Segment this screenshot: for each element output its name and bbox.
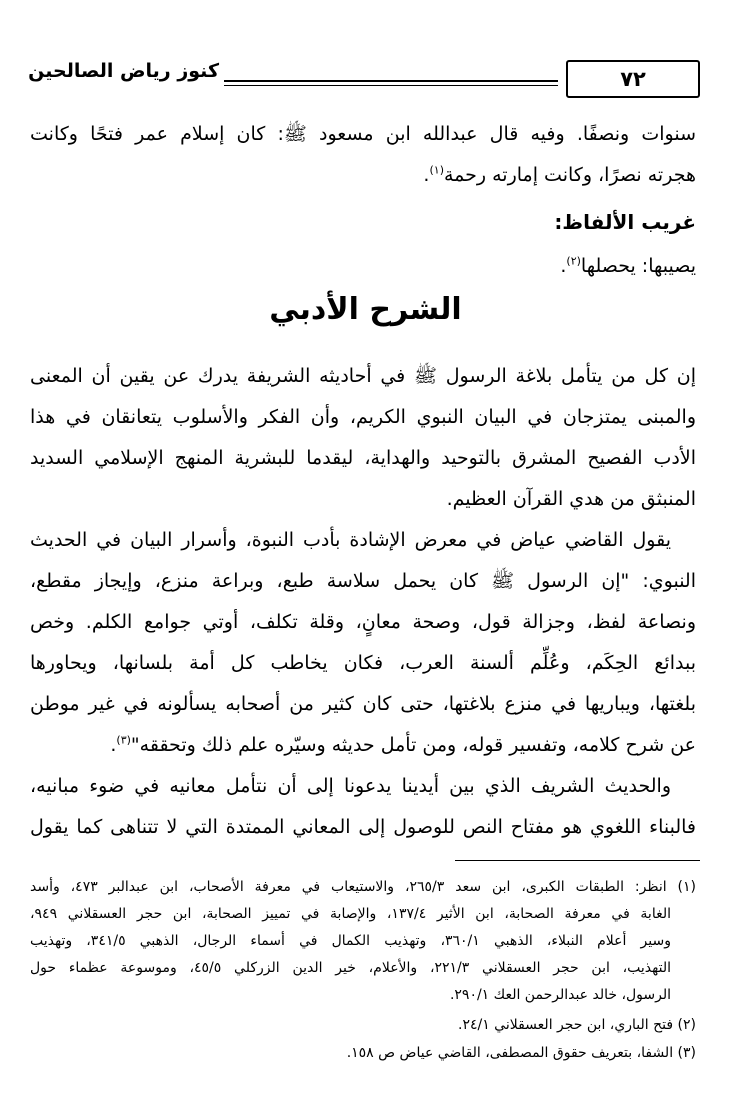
para2-line-3: ونصاعة لفظ، وجزالة قول، وصحة معانٍ، وقلة تكلف، أوتي جوامع الكلم. وخص	[30, 611, 696, 633]
para2-line-2: النبوي: "إن الرسول ﷺ كان يحمل سلاسة طبع، وبراعة منزع، وإيجاز مقطع،	[30, 570, 696, 592]
para2-line-5: بلغتها، ويباريها في منزع بلاغتها، حتى كان كثير من أصحابه يسألونه في غير موطن	[30, 693, 696, 715]
footnote-1-line-1: (١) انظر: الطبقات الكبرى، ابن سعد ٢٦٥/٣، والاستيعاب في معرفة الأصحاب، ابن عبدالبر ٤٧٣، وأسد	[30, 879, 696, 895]
footnote-ref-1[interactable]: (١)	[429, 163, 444, 177]
section-title: الشرح الأدبي	[269, 292, 462, 327]
para3-line-1: والحديث الشريف الذي بين أيدينا يدعونا إلى أن نتأمل معانيه في ضوء مبانيه،	[30, 775, 671, 797]
footnote-1-line-2: الغابة في معرفة الصحابة، ابن الأثير ١٣٧/٤، والإصابة في تمييز الصحابة، ابن حجر العسقلاني ٩٤٩،	[30, 906, 671, 922]
para1-line-3: الأدب الفصيح المشرق بالتوحيد والهداية، ليقدما للبشرية المنهج الإسلامي السديد	[30, 447, 696, 469]
para1-line-4: المنبثق من هدي القرآن العظيم.	[446, 488, 696, 510]
para3-line-2: فالبناء اللغوي هو مفتاح النص للوصول إلى المعاني الممتدة التي لا تتناهى كما يقول	[30, 816, 696, 838]
intro-line-2: هجرته نصرًا، وكانت إمارته رحمة$^{(١)}$.	[423, 163, 696, 186]
vocab-heading: غريب الألفاظ:	[554, 210, 696, 234]
footnote-1-line-3: وسير أعلام النبلاء، الذهبي ٣٦٠/١، وتهذيب الكمال في أسماء الرجال، الذهبي ٣٤١/٥، وتهذيب	[30, 933, 671, 949]
para2-line-4: ببدائع الحِكَم، وعُلِّم ألسنة العرب، فكان يخاطب كل أمة بلسانها، ويحاورها	[30, 652, 696, 674]
header-rule-thin	[224, 85, 558, 86]
footnote-separator	[455, 860, 700, 861]
footnote-3: (٣) الشفا، بتعريف حقوق المصطفى، القاضي عياض ص ١٥٨.	[346, 1045, 696, 1061]
para2-line-1: يقول القاضي عياض في معرض الإشادة بأدب النبوة، وأسرار البيان في الحديث	[30, 529, 671, 551]
book-title: كنوز رياض الصالحين	[28, 60, 219, 82]
page-number-box	[566, 60, 700, 98]
para2-line-6: عن شرح كلامه، وتفسير قوله، ومن تأمل حديثه وسيّره علم ذلك وتحققه"$^{(٣)}$.	[110, 733, 696, 756]
footnote-ref-2[interactable]: (٢)	[566, 254, 581, 268]
para1-line-1: إن كل من يتأمل بلاغة الرسول ﷺ في أحاديثه الشريفة يدرك عن يقين أن المعنى	[30, 365, 696, 387]
footnote-ref-3[interactable]: (٣)	[116, 733, 131, 747]
header-rule	[224, 80, 558, 82]
footnote-1-line-5: الرسول، خالد عبدالرحمن العك ٢٩٠/١.	[449, 987, 671, 1003]
para1-line-2: والمبنى يمتزجان في البيان النبوي الكريم، وأن الفكر والأسلوب يتعانقان في هذا	[30, 406, 696, 428]
footnote-1-line-4: التهذيب، ابن حجر العسقلاني ٢٢١/٣، والأعلام، خير الدين الزركلي ٤٥/٥، وموسوعة عظماء حول	[30, 960, 671, 976]
footnote-2: (٢) فتح الباري، ابن حجر العسقلاني ٢٤/١.	[458, 1017, 696, 1033]
intro-line-1: سنوات ونصفًا. وفيه قال عبدالله ابن مسعود ﷺ: كان إسلام عمر فتحًا وكانت	[30, 123, 696, 145]
page-number: ٧٢	[620, 67, 646, 91]
vocab-line: يصيبها: يحصلها$^{(٢)}$.	[560, 254, 696, 277]
